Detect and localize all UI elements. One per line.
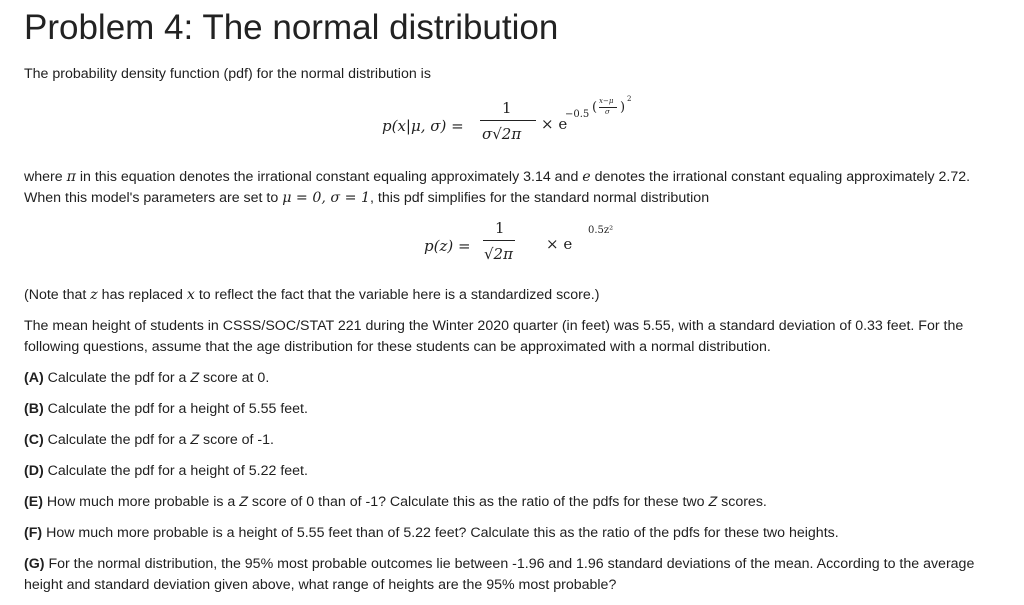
z-italic: Z (190, 432, 200, 448)
heights-paragraph: The mean height of students in CSSS/SOC/STAT 221 during the Winter 2020 quarter (in feet) was 5.55, with a standard deviation of 0.33 feet. For the following questions, assume that the age distribution for these students can be approximated with a normal distribution. (24, 318, 964, 355)
eq1-fraction-bar (480, 120, 536, 121)
para2-text-3: denotes the irrational constant equaling approximately 2.72. When this model's parameters are set to (24, 169, 971, 206)
eq2-times-e: × e (546, 235, 573, 253)
question-b (24, 399, 1000, 420)
question-label: (C) (24, 432, 44, 448)
intro-text: The probability density function (pdf) for the normal distribution is (24, 66, 431, 82)
question-text-rest-2: scores. (717, 494, 767, 510)
eq1-times-e: × e (541, 115, 568, 133)
parameters-paragraph (24, 167, 1000, 209)
para2-text-4: , this pdf simplifies for the standard normal distribution (370, 190, 710, 206)
question-text: How much more probable is a height of 5.55 feet than of 5.22 feet? Calculate this as the ratio of the pdfs for these two heights. (42, 525, 839, 541)
eq1-exp-frac-den: σ (605, 108, 610, 116)
question-label: (A) (24, 370, 44, 386)
note-text-3: to reflect the fact that the variable here is a standardized score.) (194, 287, 600, 303)
question-f (24, 523, 1000, 544)
para2-text-2: in this equation denotes the irrational constant equaling approximately 3.14 and (75, 169, 583, 185)
eq1-numerator: 1 (502, 99, 512, 117)
question-text: Calculate the pdf for a height of 5.22 feet. (43, 463, 308, 479)
question-text: How much more probable is a (42, 494, 240, 510)
e-symbol: e (582, 169, 591, 185)
question-text: Calculate the pdf for a height of 5.55 feet. (43, 401, 308, 417)
question-e (24, 492, 1000, 513)
eq1-exp-frac-num: x−μ (599, 97, 614, 105)
question-label: (D) (24, 463, 44, 479)
standard-normal-equation (24, 219, 1000, 275)
eq2-fraction-bar (483, 240, 515, 241)
question-c (24, 430, 1000, 451)
note-paragraph (24, 285, 1000, 306)
eq2-lhs: p(z) = (424, 237, 471, 255)
params-math: μ = 0, σ = 1 (282, 190, 370, 206)
page-title: Problem 4: The normal distribution (24, 8, 559, 47)
note-text-2: has replaced (97, 287, 187, 303)
question-label: (G) (24, 556, 45, 572)
question-d (24, 461, 1000, 482)
pdf-equation (24, 95, 1000, 161)
eq1-open-paren: ( (592, 100, 598, 115)
question-text: Calculate the pdf for a (43, 370, 191, 386)
eq1-lhs: p(x|μ, σ) = (382, 117, 464, 135)
eq2-numerator: 1 (495, 219, 505, 237)
z-symbol: z (90, 287, 98, 303)
question-text-rest: score of 0 than of -1? Calculate this as the ratio of the pdfs for these two (247, 494, 709, 510)
question-label: (F) (24, 525, 43, 541)
eq1-exp-coef: −0.5 (565, 109, 590, 120)
question-a (24, 368, 1000, 389)
z-italic: Z (239, 494, 248, 510)
z-italic: Z (708, 494, 718, 510)
eq2-denominator: √2π (484, 245, 513, 263)
eq1-denominator: σ√2π (482, 125, 522, 143)
pi-symbol: π (66, 169, 76, 185)
eq2-exponent: 0.5z² (588, 225, 614, 236)
question-text: Calculate the pdf for a (43, 432, 191, 448)
question-text-rest: score of -1. (199, 432, 274, 448)
note-text-1: (Note that (24, 287, 91, 303)
eq1-close-paren: ) (620, 100, 626, 115)
question-label: (B) (24, 401, 44, 417)
z-italic: Z (190, 370, 200, 386)
x-symbol: x (186, 287, 195, 303)
question-label: (E) (24, 494, 43, 510)
question-text: For the normal distribution, the 95% most probable outcomes lie between -1.96 and 1.96 standard deviations of the mean. According to the average height and standard deviation given above, what range of heights are the 95% most probable? (24, 556, 975, 593)
para2-text-1: where (24, 169, 67, 185)
eq1-exp-power: 2 (627, 95, 632, 103)
question-text-rest: score at 0. (199, 370, 270, 386)
question-g (24, 554, 1000, 596)
